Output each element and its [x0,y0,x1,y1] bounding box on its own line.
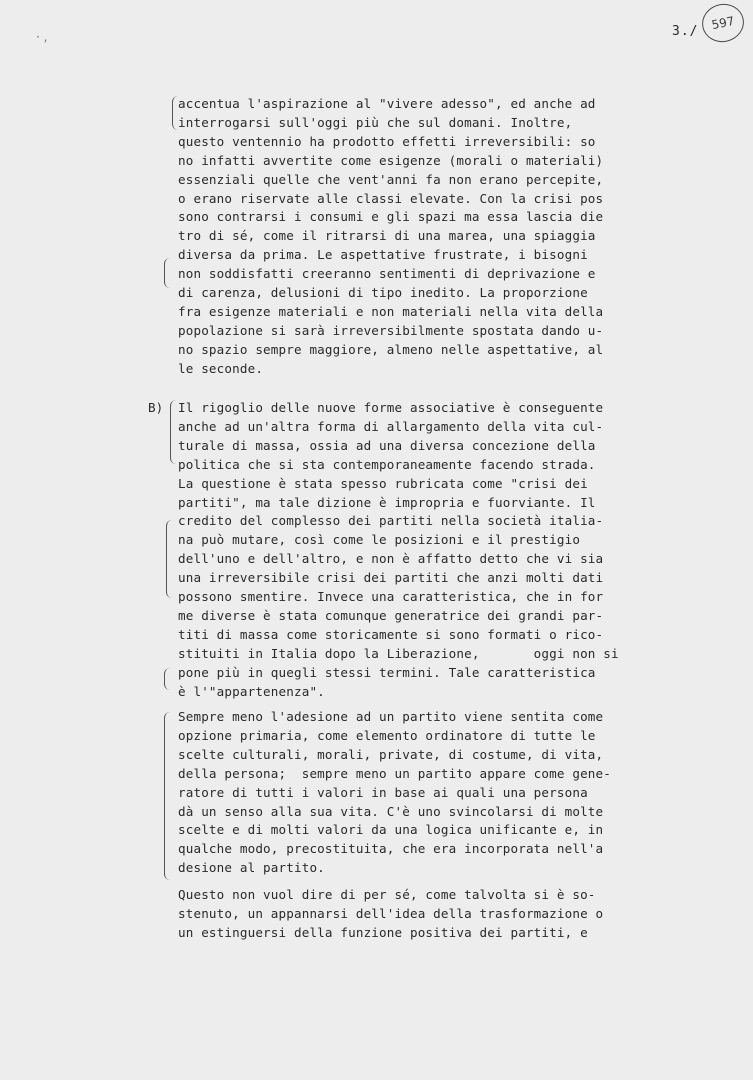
text-line: opzione primaria, come elemento ordinatore di tutte le [178,727,596,743]
text-line: Questo non vuol dire di per sé, come talvolta si è so- [178,887,596,902]
text-line: stituiti in Italia dopo la Liberazione, oggi non si [178,645,619,661]
text-line: non soddisfatti creeranno sentimenti di deprivazione e [178,266,596,282]
text-line: turale di massa, ossia ad una diversa concezione della [178,437,596,453]
margin-bracket [164,712,170,880]
paragraph-adesione [178,708,698,878]
text-line: partiti", ma tale dizione è impropria e fuorviante. Il [178,494,596,510]
text-line: accentua l'aspirazione al "vivere adesso", ed anche ad [178,96,596,111]
text-line: di carenza, delusioni di tipo inedito. La proporzione [178,285,588,301]
text-line: Sempre meno l'adesione ad un partito viene sentita come [178,709,604,724]
margin-bracket [164,668,170,690]
text-line: o erano riservate alle classi elevate. Con la crisi pos [178,190,604,206]
text-line: questo ventennio ha prodotto effetti irreversibili: so [178,133,596,149]
text-line: anche ad un'altra forma di allargamento della vita cul- [178,418,604,434]
text-line: essenziali quelle che vent'anni fa non erano percepite, [178,171,604,187]
text-line: titi di massa come storicamente si sono formati o rico- [178,626,604,642]
paragraph-continuation [178,95,698,379]
text-line: le seconde. [178,360,264,376]
text-line: è l'"appartenenza". [178,683,325,699]
paragraph-conclusion [178,886,698,943]
text-line: scelte e di molti valori da una logica unificante e, in [178,822,604,838]
text-line: fra esigenze materiali e non materiali nella vita della [178,303,604,319]
text-line: credito del complesso dei partiti nella società italia- [178,513,604,529]
text-line: me diverse è stata comunque generatrice dei grandi par- [178,607,604,623]
text-line: no spazio sempre maggiore, almeno nelle aspettative, al [178,341,604,357]
text-line: possono smentire. Invece una caratteristica, che in for [178,589,604,605]
archive-stamp [699,0,748,46]
text-line: stenuto, un appannarsi dell'idea della trasformazione o [178,905,604,921]
section-b-label: B) [148,400,164,415]
text-line: sono contrarsi i consumi e gli spazi ma essa lascia die [178,209,604,225]
text-line: La questione è stata spesso rubricata come "crisi dei [178,475,588,491]
text-line: un estinguersi della funzione positiva dei partiti, e [178,924,588,940]
text-line: diversa da prima. Le aspettative frustrate, i bisogni [178,247,588,263]
text-line: pone più in quegli stessi termini. Tale caratteristica [178,664,596,680]
text-line: dell'uno e dell'altro, e non è affatto detto che vi sia [178,551,604,567]
margin-bracket [170,400,176,464]
text-line: desione al partito. [178,860,325,876]
corner-mark: · , [36,30,48,44]
text-line: tro di sé, come il ritrarsi di una marea, una spiaggia [178,228,596,244]
text-line: Il rigoglio delle nuove forme associative è conseguente [178,400,604,415]
margin-bracket [164,258,170,288]
text-line: qualche modo, precostituita, che era incorporata nell'a [178,841,604,857]
margin-bracket [166,520,172,598]
text-line: della persona; sempre meno un partito appare come gene- [178,765,611,781]
text-line: interrogarsi sull'oggi più che sul domani. Inoltre, [178,114,573,130]
paragraph-section-b [178,399,698,702]
text-line: politica che si sta contemporaneamente facendo strada. [178,456,596,472]
text-line: na può mutare, così come le posizioni e il prestigio [178,532,581,548]
text-line: ratore di tutti i valori in base ai quali una persona [178,784,588,800]
text-line: scelte culturali, morali, private, di costume, di vita, [178,746,604,762]
text-line: no infatti avvertite come esigenze (morali o materiali) [178,152,604,168]
text-line: popolazione si sarà irreversibilmente spostata dando u- [178,322,604,338]
archive-stamp-number: 597 [710,13,736,33]
text-line: dà un senso alla sua vita. C'è uno svincolarsi di molte [178,803,604,819]
text-line: una irreversibile crisi dei partiti che anzi molti dati [178,570,604,586]
page-number: 3./ [672,24,699,39]
